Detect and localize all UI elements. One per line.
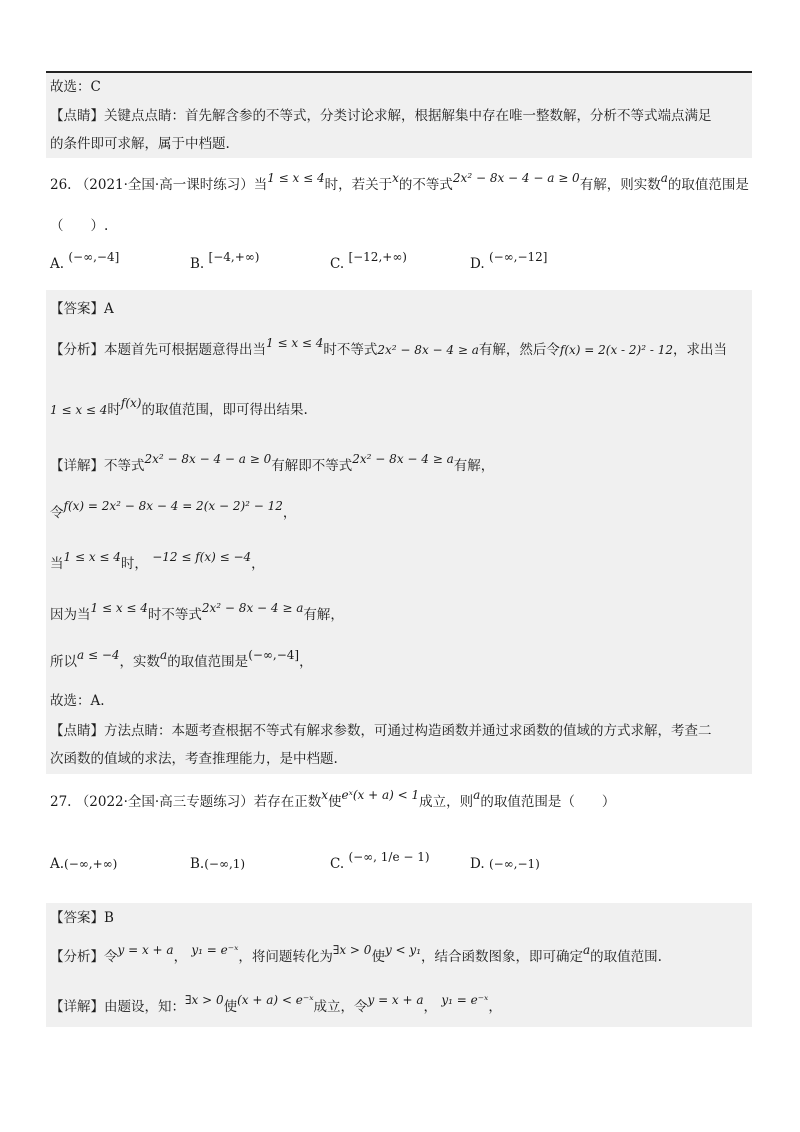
q27-option-d: D. (−∞,−1) (470, 856, 540, 872)
q25-comment-line2: 的条件即可求解，属于中档题. (50, 136, 230, 152)
q26-source: （2021·全国·高一课时练习） (75, 177, 254, 193)
q26-option-d: D. (−∞,−12] (470, 250, 548, 272)
q26-answer: 【答案】A (50, 301, 114, 317)
q27-var-a: a (473, 788, 481, 802)
q26-condition: 1 ≤ x ≤ 4 (267, 171, 325, 185)
q26-detail-line4: 因为当1 ≤ x ≤ 4时不等式2x² − 8x − 4 ≥ a有解， (50, 601, 344, 623)
q26-stem (50, 171, 749, 193)
q26-var-a: a (660, 171, 668, 185)
q26-stem-text: 的不等式 (398, 177, 453, 193)
q27-option-c: C. (−∞, 1/e − 1) (330, 850, 430, 872)
q26-detail-line5: 所以a ≤ −4，实数a的取值范围是(−∞,−4]， (50, 648, 313, 670)
q26-detail-line3: 当1 ≤ x ≤ 4时， −12 ≤ f(x) ≤ −4， (50, 550, 265, 572)
q26-stem-text: 时，若关于 (324, 177, 393, 193)
q26-inequality: 2x² − 8x − 4 − a ≥ 0 (452, 171, 580, 185)
q26-number: 26. (50, 177, 72, 193)
q26-comment-line1: 【点睛】方法点睛：本题考查根据不等式有解求参数，可通过构造函数并通过求函数的值域的方式求解，考查二 (50, 723, 712, 739)
q27-detail: 【详解】由题设，知：∃x > 0使(x + a) < e⁻ˣ成立，令y = x + a， y₁ = e⁻ˣ， (50, 993, 502, 1015)
q26-option-a: A. (−∞,−4] (50, 250, 120, 272)
q27-stem: 27. （2022·全国·高三专题练习）若存在正数x使eˣ(x + a) < 1成立，则a的取值范围是（ ） (50, 788, 616, 810)
q27-number: 27. (50, 794, 72, 810)
q26-comment-line2: 次函数的值域的求法，考查推理能力，是中档题. (50, 751, 338, 767)
q25-comment-line1: 【点睛】关键点点睛：首先解含参的不等式，分类讨论求解，根据解集中存在唯一整数解，分析不等式端点满足 (50, 108, 712, 124)
q27-answer: 【答案】B (50, 910, 114, 926)
q26-stem-text: 当 (253, 177, 268, 193)
q26-stem-text: 的取值范围是 (667, 177, 749, 193)
q27-var-x: x (321, 788, 329, 802)
q26-option-c: C. [−12,+∞) (330, 250, 407, 272)
q26-analysis-line2: 1 ≤ x ≤ 4时f(x)的取值范围，即可得出结果. (50, 396, 308, 418)
prev-answer: 故选：C (50, 79, 101, 95)
q26-analysis-line1: 【分析】本题首先可根据题意得出当1 ≤ x ≤ 4时不等式2x² − 8x − 4 ≥ a有解，然后令f(x) = 2(x - 2)² - 12，求出当 (50, 336, 727, 358)
q27-source: （2022·全国·高三专题练习） (75, 794, 254, 810)
q27-analysis: 【分析】令y = x + a， y₁ = e⁻ˣ，将问题转化为∃x > 0使y < y₁，结合函数图象，即可确定a的取值范围. (50, 943, 662, 965)
q27-option-a: A.(−∞,+∞) (50, 856, 118, 872)
solution-box-q26 (46, 290, 752, 774)
q27-inequality: eˣ(x + a) < 1 (341, 788, 420, 802)
q26-choice: 故选：A. (50, 693, 105, 709)
q26-paren: （ ）. (50, 218, 109, 234)
q26-var-x: x (392, 171, 399, 185)
q26-option-b: B. [−4,+∞) (190, 250, 260, 272)
q27-option-b: B.(−∞,1) (190, 856, 246, 872)
q26-stem-text: 有解，则实数 (579, 177, 661, 193)
q26-detail-line2: 令f(x) = 2x² − 8x − 4 = 2(x − 2)² − 12， (50, 499, 297, 521)
q26-detail-line1: 【详解】不等式2x² − 8x − 4 − a ≥ 0有解即不等式2x² − 8x − 4 ≥ a有解， (50, 452, 495, 474)
